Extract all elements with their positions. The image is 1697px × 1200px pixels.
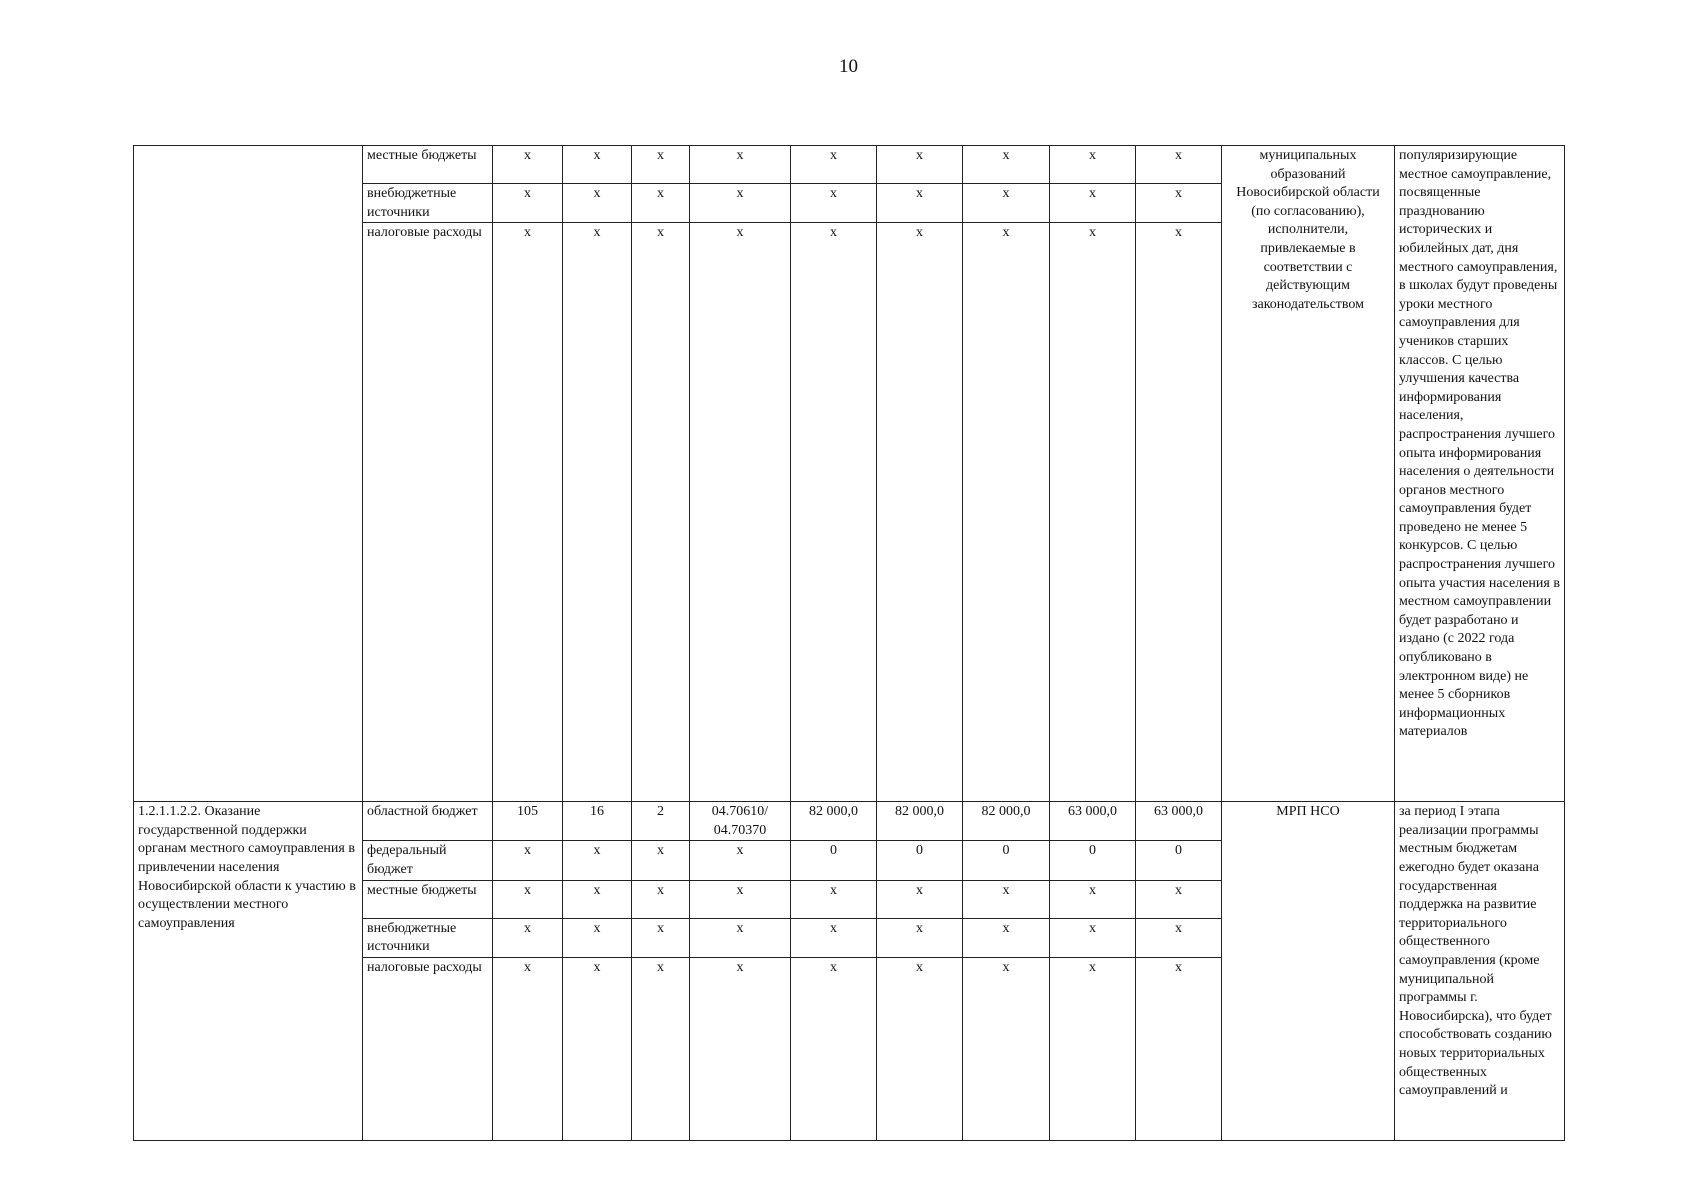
value-cell: 04.70610/ 04.70370 <box>690 802 791 841</box>
value-cell: х <box>632 146 690 184</box>
value-cell: х <box>963 223 1050 802</box>
value-cell: х <box>690 841 791 880</box>
funding-source-label: областной бюджет <box>363 802 493 841</box>
page-number: 10 <box>839 56 858 77</box>
value-cell: х <box>493 957 563 1140</box>
program-activities-table <box>133 145 1565 1141</box>
expected-result-cell: за период I этапа реализации программы местным бюджетам ежегодно будет оказана государственная поддержка на развитие территориального общественного самоуправления (кроме муниципальной программы г. Новосибирска), что будет способствовать созданию новых территориальных общественных самоуправлений и <box>1395 802 1565 1141</box>
value-cell: х <box>791 880 877 918</box>
value-cell: х <box>963 184 1050 223</box>
value-cell: х <box>1136 880 1222 918</box>
value-cell: х <box>632 841 690 880</box>
value-cell: х <box>791 184 877 223</box>
value-cell: 82 000,0 <box>877 802 963 841</box>
value-cell: 0 <box>963 841 1050 880</box>
value-cell: х <box>791 918 877 957</box>
value-cell: х <box>493 146 563 184</box>
value-cell: х <box>1050 146 1136 184</box>
value-cell: х <box>791 957 877 1140</box>
value-cell: 0 <box>791 841 877 880</box>
value-cell: 0 <box>877 841 963 880</box>
value-cell: х <box>1050 957 1136 1140</box>
value-cell: х <box>493 880 563 918</box>
value-cell: 0 <box>1136 841 1222 880</box>
value-cell: 2 <box>632 802 690 841</box>
funding-source-label: местные бюджеты <box>363 880 493 918</box>
funding-source-label: внебюджетные источники <box>363 918 493 957</box>
funding-source-label: местные бюджеты <box>363 146 493 184</box>
value-cell: х <box>1136 146 1222 184</box>
activity-name-cell: 1.2.1.1.2.2. Оказание государственной поддержки органам местного самоуправления в привлечении населения Новосибирской области к участию в осуществлении местного самоуправления <box>134 802 363 1141</box>
value-cell: х <box>632 957 690 1140</box>
value-cell: х <box>877 184 963 223</box>
activity-cell-empty <box>134 146 363 802</box>
value-cell: х <box>963 918 1050 957</box>
value-cell: х <box>963 146 1050 184</box>
value-cell: х <box>791 146 877 184</box>
funding-source-label: налоговые расходы <box>363 957 493 1140</box>
value-cell: х <box>690 184 791 223</box>
value-cell: х <box>563 841 632 880</box>
value-cell: х <box>690 918 791 957</box>
expected-result-cell: популяризирующие местное самоуправление, посвященные празднованию исторических и юбилейных дат, дня местного самоуправления, в школах будут проведены уроки местного самоуправления для учеников старших классов. С целью улучшения качества информирования населения, распространения лучшего опыта информирования населения о деятельности органов местного самоуправления будет проведено не менее 5 конкурсов. С целью распространения лучшего опыта участия населения в местном самоуправлении будет разработано и издано (с 2022 года опубликовано в электронном виде) не менее 5 сборников информационных материалов <box>1395 146 1565 802</box>
value-cell: х <box>563 957 632 1140</box>
executor-cell: МРП НСО <box>1222 802 1395 1141</box>
value-cell: х <box>1050 223 1136 802</box>
funding-source-label: федеральный бюджет <box>363 841 493 880</box>
value-cell: х <box>1136 223 1222 802</box>
value-cell: х <box>877 880 963 918</box>
value-cell: х <box>877 223 963 802</box>
value-cell: х <box>791 223 877 802</box>
value-cell: х <box>563 880 632 918</box>
value-cell: х <box>1136 184 1222 223</box>
value-cell: х <box>632 184 690 223</box>
value-cell: 105 <box>493 802 563 841</box>
value-cell: х <box>1136 918 1222 957</box>
value-cell: х <box>493 918 563 957</box>
value-cell: х <box>877 957 963 1140</box>
executor-cell: муниципальных образований Новосибирской области (по согласованию), исполнители, привлекаемые в соответствии с действующим законодательством <box>1222 146 1395 802</box>
value-cell: х <box>877 918 963 957</box>
table-row <box>134 802 1565 841</box>
value-cell: х <box>493 184 563 223</box>
value-cell: х <box>1136 957 1222 1140</box>
value-cell: х <box>632 918 690 957</box>
value-cell: х <box>1050 918 1136 957</box>
value-cell: х <box>493 223 563 802</box>
value-cell: х <box>563 223 632 802</box>
table-row <box>134 146 1565 184</box>
value-cell: х <box>690 880 791 918</box>
value-cell: 16 <box>563 802 632 841</box>
value-cell: 82 000,0 <box>791 802 877 841</box>
value-cell: х <box>877 146 963 184</box>
value-cell: х <box>563 184 632 223</box>
value-cell: 63 000,0 <box>1050 802 1136 841</box>
funding-source-label: налоговые расходы <box>363 223 493 802</box>
value-cell: х <box>963 880 1050 918</box>
value-cell: х <box>690 223 791 802</box>
value-cell: х <box>493 841 563 880</box>
value-cell: х <box>1050 184 1136 223</box>
funding-source-label: внебюджетные источники <box>363 184 493 223</box>
value-cell: 0 <box>1050 841 1136 880</box>
value-cell: х <box>690 957 791 1140</box>
value-cell: х <box>690 146 791 184</box>
value-cell: 63 000,0 <box>1136 802 1222 841</box>
value-cell: х <box>563 146 632 184</box>
value-cell: 82 000,0 <box>963 802 1050 841</box>
value-cell: х <box>563 918 632 957</box>
value-cell: х <box>963 957 1050 1140</box>
value-cell: х <box>632 880 690 918</box>
value-cell: х <box>632 223 690 802</box>
value-cell: х <box>1050 880 1136 918</box>
